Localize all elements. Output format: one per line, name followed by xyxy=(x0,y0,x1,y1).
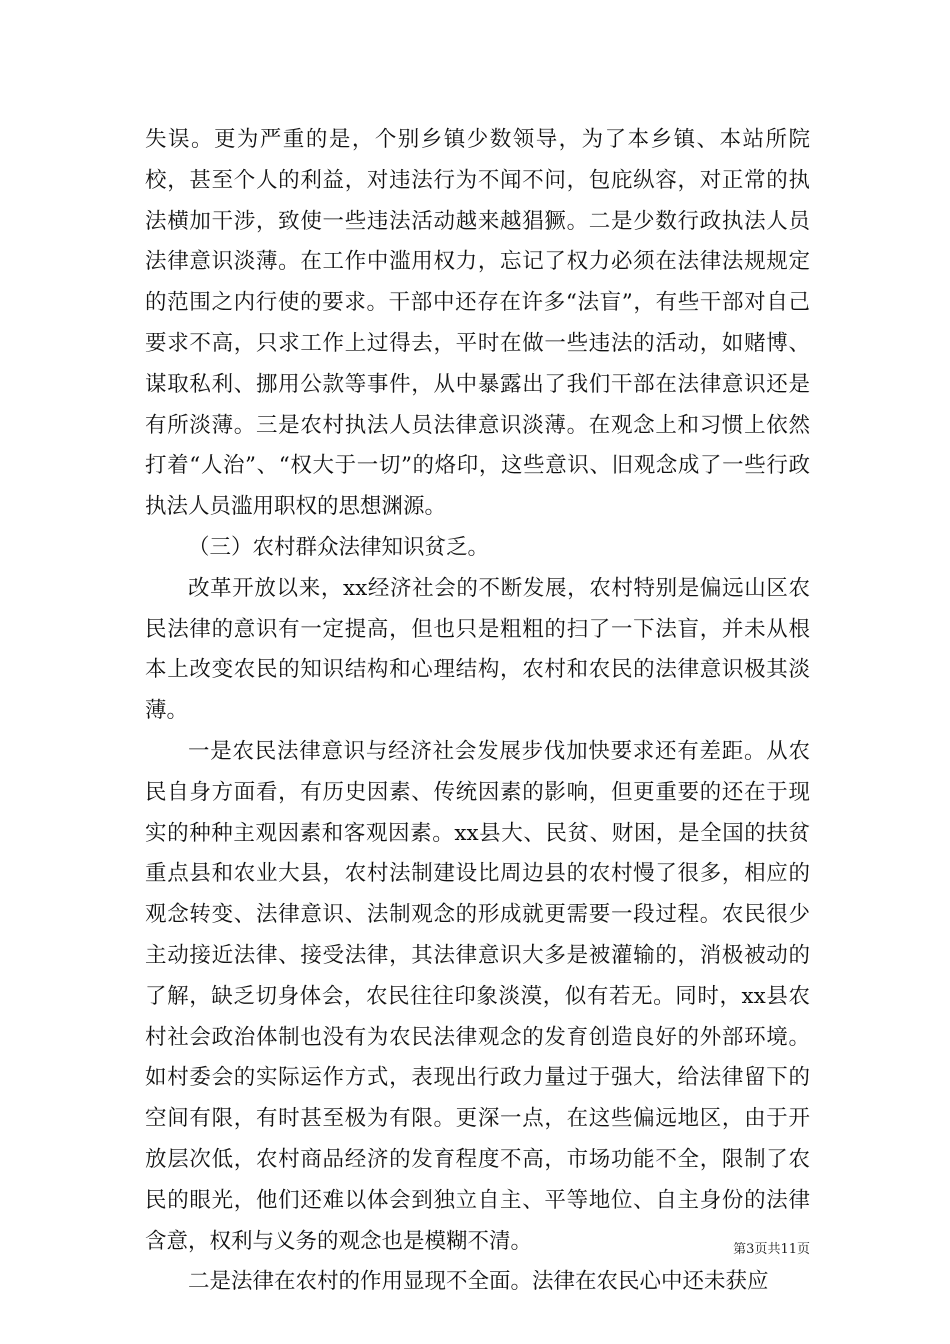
page-number: 第3页共11页 xyxy=(733,1242,810,1257)
paragraph: 二是法律在农村的作用显现不全面。法律在农民心中还未获应 xyxy=(188,1269,769,1295)
paragraph-continuation: 失误。更为严重的是，个别乡镇少数领导，为了本乡镇、本站所院校，甚至个人的利益，对违法行为不闻不问，包庇纵容，对正常的执法横加干涉，致使一些违法活动越来越猖獗。二是少数行政执法人员法律意识淡薄。在工作中滥用权力，忘记了权力必须在法律法规规定的范围之内行使的要求。干部中还存在许多“法盲”，有些干部对自己要求不高，只求工作上过得去，平时在做一些违法的活动，如赌博、谋取私利、挪用公款等事件，从中暴露出了我们干部在法律意识还是有所淡薄。三是农村执法人员法律意识淡薄。在观念上和习惯上依然打着“人治”、“权大于一切”的烙印，这些意识、旧观念成了一些行政执法人员滥用职权的思想渊源。 xyxy=(145,127,810,520)
document-body xyxy=(145,120,810,1303)
paragraph: 改革开放以来，xx经济社会的不断发展，农村特别是偏远山区农民法律的意识有一定提高，但也只是粗粗的扫了一下法盲，并未从根本上改变农民的知识结构和心理结构，农村和农民的法律意识极其淡薄。 xyxy=(145,575,810,724)
section-heading: （三）农村群众法律知识贫乏。 xyxy=(188,534,490,560)
paragraph: 一是农民法律意识与经济社会发展步伐加快要求还有差距。从农民自身方面看，有历史因素、传统因素的影响，但更重要的还在于现实的种种主观因素和客观因素。xx县大、民贫、财困，是全国的扶贫重点县和农业大县，农村法制建设比周边县的农村慢了很多，相应的观念转变、法律意识、法制观念的形成就更需要一段过程。农民很少主动接近法律、接受法律，其法律意识大多是被灌输的，消极被动的了解，缺乏切身体会，农民往往印象淡漠，似有若无。同时，xx县农村社会政治体制也没有为农民法律观念的发育创造良好的外部环境。如村委会的实际运作方式，表现出行政力量过于强大，给法律留下的空间有限，有时甚至极为有限。更深一点，在这些偏远地区，由于开放层次低，农村商品经济的发育程度不高，市场功能不全，限制了农民的眼光，他们还难以体会到独立自主、平等地位、自主身份的法律含意，权利与义务的观念也是模糊不清。 xyxy=(145,738,810,1254)
